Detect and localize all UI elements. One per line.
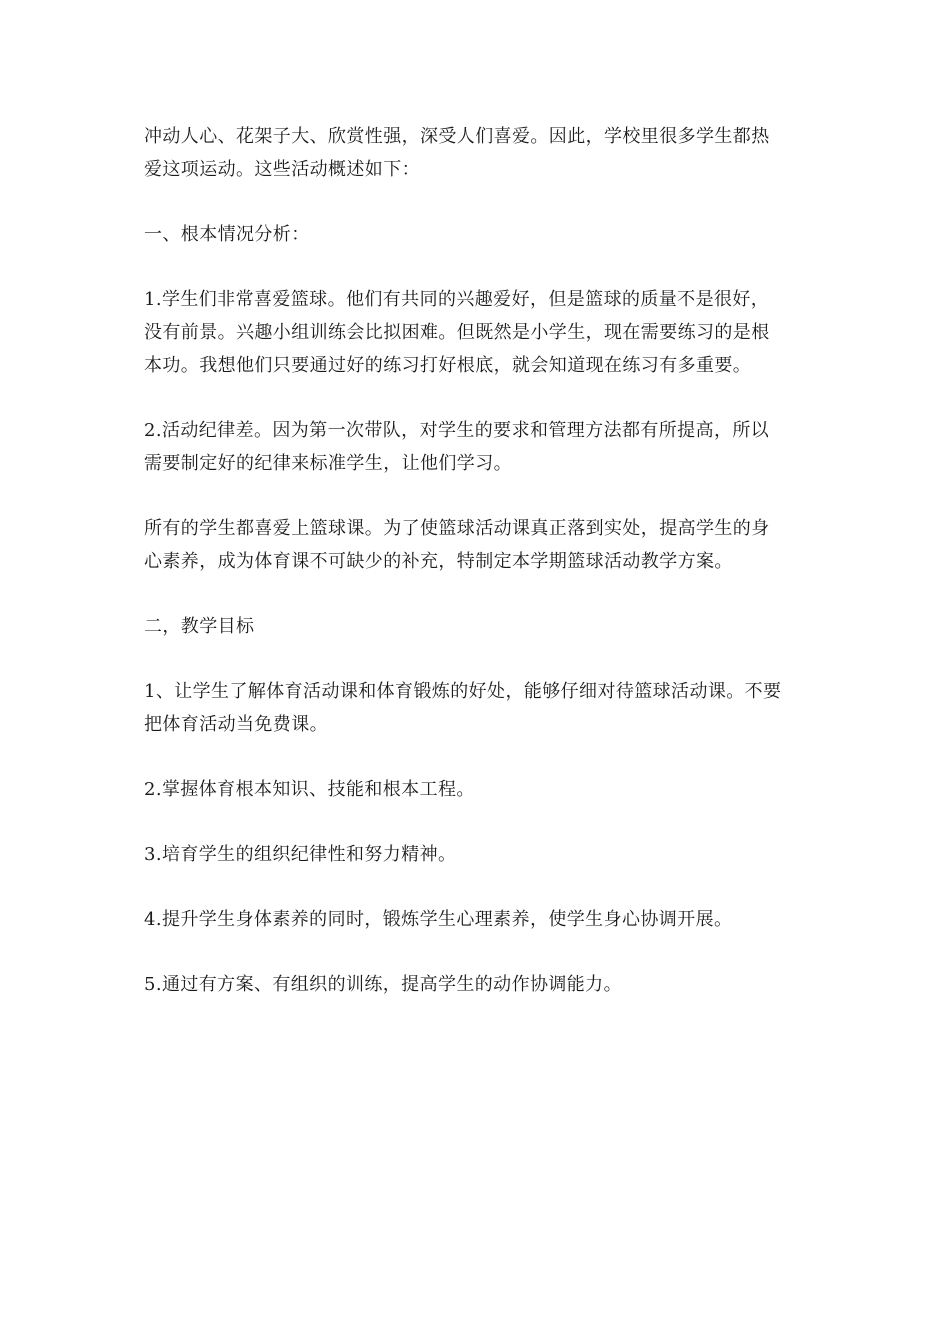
paragraph-goal-3 (144, 838, 812, 871)
paragraph-goal-1 (144, 675, 812, 741)
paragraph-goal-5 (144, 968, 812, 1001)
text-line: 2.活动纪律差。因为第一次带队，对学生的要求和管理方法都有所提高，所以 (144, 420, 770, 441)
text-line: 需要制定好的纪律来标准学生，让他们学习。 (144, 453, 512, 474)
text-line: 爱这项运动。这些活动概述如下： (144, 159, 420, 180)
text-line: 心素养，成为体育课不可缺少的补充，特制定本学期篮球活动教学方案。 (144, 551, 733, 572)
text-line: 5.通过有方案、有组织的训练，提高学生的动作协调能力。 (144, 974, 622, 995)
text-line: 3.培育学生的组织纪律性和努力精神。 (144, 844, 457, 865)
text-line: 所有的学生都喜爱上篮球课。为了使篮球活动课真正落到实处，提高学生的身 (144, 518, 770, 539)
text-line: 2.掌握体育根本知识、技能和根本工程。 (144, 779, 475, 800)
section-heading-analysis (144, 218, 812, 251)
text-line: 本功。我想他们只要通过好的练习打好根底，就会知道现在练习有多重要。 (144, 355, 752, 376)
document-page (144, 120, 812, 1033)
text-line: 没有前景。兴趣小组训练会比拟困难。但既然是小学生，现在需要练习的是根 (144, 322, 770, 343)
paragraph-goal-4 (144, 903, 812, 936)
text-line: 冲动人心、花架子大、欣赏性强，深受人们喜爱。因此，学校里很多学生都热 (144, 126, 770, 147)
text-line: 一、根本情况分析： (144, 224, 310, 245)
text-line: 二，教学目标 (144, 616, 255, 637)
paragraph-analysis-1 (144, 283, 812, 382)
text-line: 4.提升学生身体素养的同时，锻炼学生心理素养，使学生身心协调开展。 (144, 909, 733, 930)
section-heading-goals (144, 610, 812, 643)
paragraph-purpose (144, 512, 812, 578)
paragraph-goal-2 (144, 773, 812, 806)
text-line: 1.学生们非常喜爱篮球。他们有共同的兴趣爱好，但是篮球的质量不是很好， (144, 289, 770, 310)
paragraph-analysis-2 (144, 414, 812, 480)
text-line: 把体育活动当免费课。 (144, 714, 328, 735)
paragraph-intro (144, 120, 812, 186)
text-line: 1、让学生了解体育活动课和体育锻炼的好处，能够仔细对待篮球活动课。不要 (144, 681, 782, 702)
